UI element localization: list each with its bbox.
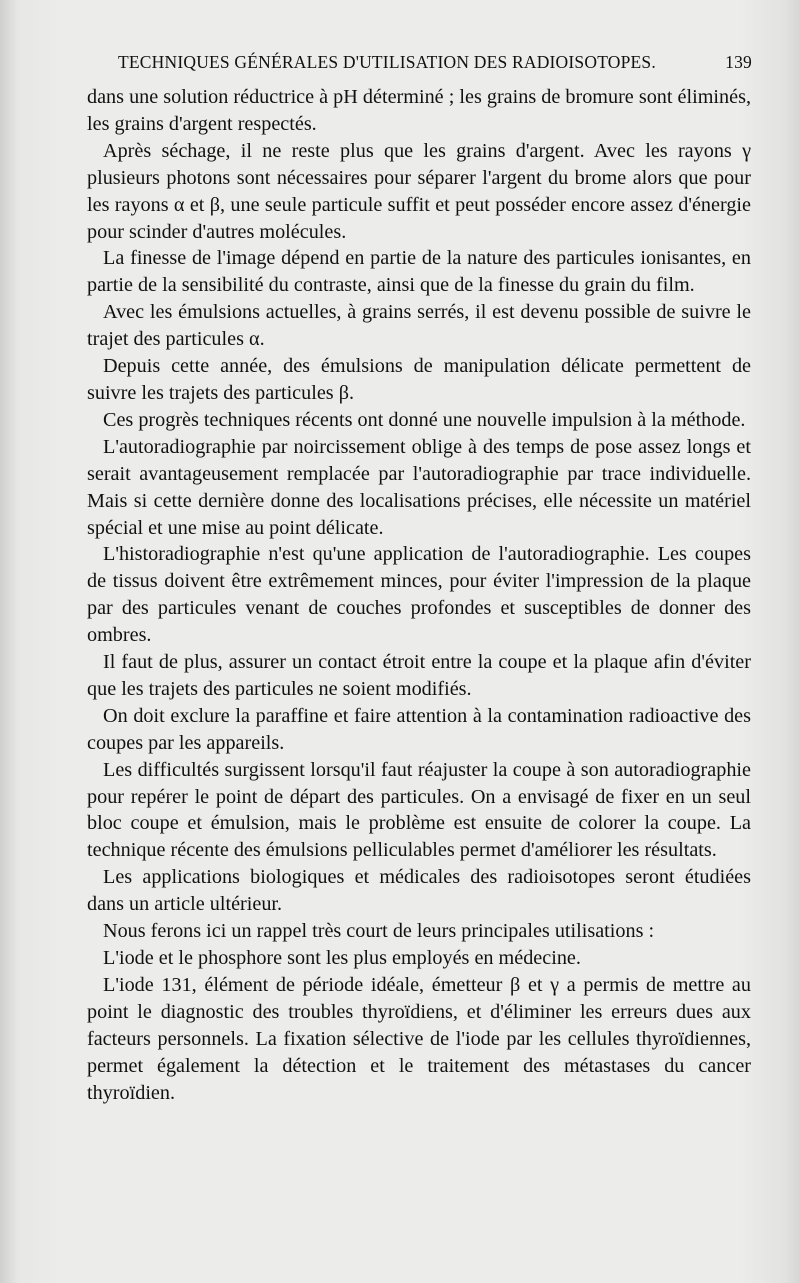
paragraph: Il faut de plus, assurer un contact étroit entre la coupe et la plaque afin d'éviter que les trajets des particules ne soient modifiés. [87, 651, 751, 700]
page-number: 139 [725, 52, 752, 72]
paragraph: Les difficultés surgissent lorsqu'il faut réajuster la coupe à son autoradiographie pour repérer le point de départ des particules. On a envisagé de fixer en un seul bloc coupe et émulsion, mais le problème est ensuite de colorer la coupe. La technique récente des émulsions pelliculables permet d'améliorer les résultats. [87, 758, 751, 862]
paragraph: L'historadiographie n'est qu'une application de l'autoradiographie. Les coupes de tissus doivent être extrêmement minces, pour éviter l'impression de la plaque par des particules venant de couches profondes et susceptibles de donner des ombres. [87, 543, 751, 647]
page-header [118, 52, 758, 80]
paragraph: Avec les émulsions actuelles, à grains serrés, il est devenu possible de suivre le trajet des particules α. [87, 301, 751, 351]
paragraph: Nous ferons ici un rappel très court de leurs principales utilisations : [103, 920, 655, 943]
running-title: TECHNIQUES GÉNÉRALES D'UTILISATION DES RADIOISOTOPES. [118, 52, 656, 72]
paragraph: dans une solution réductrice à pH déterminé ; les grains de bromure sont éliminés, les grains d'argent respectés. [87, 86, 751, 135]
paragraph: Les applications biologiques et médicales des radioisotopes seront étudiées dans un article ultérieur. [87, 866, 751, 916]
paragraph: Après séchage, il ne reste plus que les grains d'argent. Avec les rayons γ plusieurs photons sont nécessaires pour séparer l'argent du brome alors que pour les rayons α et β, une seule particule suffit et peut posséder encore assez d'énergie pour scinder d'autres molécules. [87, 139, 751, 243]
paragraph: Depuis cette année, des émulsions de manipulation délicate permettent de suivre les trajets des particules β. [87, 355, 751, 404]
paragraph: L'iode et le phosphore sont les plus employés en médecine. [103, 947, 581, 969]
paragraph: L'iode 131, élément de période idéale, émetteur β et γ a permis de mettre au point le diagnostic des troubles thyroïdiens, et d'éliminer les erreurs dues aux facteurs personnels. La fixation sélective de l'iode par les cellules thyroïdiennes, permet également la détection et le traitement des métastases du cancer thyroïdien. [87, 973, 751, 1104]
paragraph: Ces progrès techniques récents ont donné une nouvelle impulsion à la méthode. [103, 408, 746, 431]
paragraph: L'autoradiographie par noircissement oblige à des temps de pose assez longs et serait avantageusement remplacée par l'autoradiographie par trace individuelle. Mais si cette dernière donne des localisations précises, elle nécessite un matériel spécial et une mise au point délicate. [87, 435, 751, 539]
paragraph: La finesse de l'image dépend en partie de la nature des particules ionisantes, en partie de la sensibilité du contraste, ainsi que de la finesse du grain du film. [87, 247, 751, 297]
body-text [87, 84, 751, 1106]
paragraph: On doit exclure la paraffine et faire attention à la contamination radioactive des coupes par les appareils. [87, 704, 751, 754]
